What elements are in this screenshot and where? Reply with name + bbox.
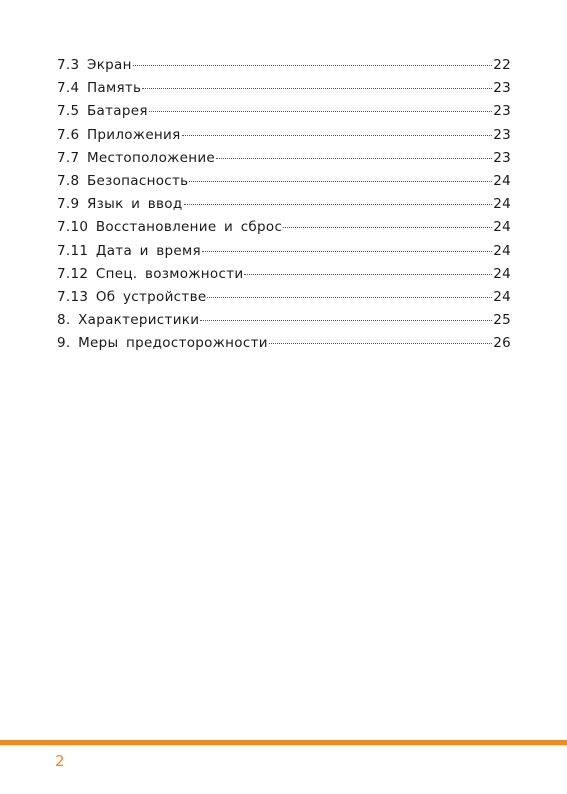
toc-entry-number: 7.10 <box>57 219 89 236</box>
toc-entry-number: 7.12 <box>57 265 89 282</box>
toc-leader-dots <box>207 297 492 298</box>
toc-leader-dots <box>133 65 493 66</box>
toc-entry-page: 24 <box>493 219 511 236</box>
toc-entry[interactable] <box>57 312 511 335</box>
toc-entry-title: Местоположение <box>86 149 216 166</box>
toc-leader-dots <box>182 135 493 136</box>
toc-entry-number: 7.6 <box>57 126 80 143</box>
toc-entry[interactable] <box>57 103 511 126</box>
footer-divider <box>0 740 567 745</box>
toc-entry-title: Характеристики <box>78 312 200 329</box>
toc-entry-title: Приложения <box>86 126 181 143</box>
toc-entry[interactable] <box>57 335 511 358</box>
toc-entry-title: Безопасность <box>86 172 189 189</box>
toc-entry-page: 24 <box>493 265 511 282</box>
toc-entry[interactable] <box>57 243 511 266</box>
toc-entry-number: 7.13 <box>57 288 89 305</box>
toc-entry-page: 23 <box>493 149 511 166</box>
toc-entry-number: 7.11 <box>57 242 89 259</box>
toc-entry[interactable] <box>57 173 511 196</box>
page-number: 2 <box>55 752 65 770</box>
toc-entry[interactable] <box>57 289 511 312</box>
toc-entry-number: 7.3 <box>57 57 80 73</box>
toc-entry-page: 22 <box>493 57 511 73</box>
toc-entry-page: 24 <box>493 172 511 189</box>
toc-entry-page: 23 <box>493 103 511 120</box>
toc-entry-title: Экран <box>86 57 132 73</box>
toc-entry-page: 24 <box>493 242 511 259</box>
toc-leader-dots <box>244 274 492 275</box>
toc-entry[interactable] <box>57 57 511 80</box>
toc-entry-page: 24 <box>493 288 511 305</box>
toc-entry-title: Меры предосторожности <box>78 335 268 352</box>
table-of-contents <box>57 57 511 358</box>
toc-entry-page: 26 <box>493 335 511 352</box>
toc-leader-dots <box>202 251 492 252</box>
toc-entry-page: 23 <box>493 80 511 97</box>
toc-leader-dots <box>142 88 492 89</box>
toc-entry-number: 7.8 <box>57 172 80 189</box>
toc-entry-title: Батарея <box>86 103 148 120</box>
toc-entry-number: 7.7 <box>57 149 80 166</box>
toc-entry[interactable] <box>57 80 511 103</box>
toc-entry[interactable] <box>57 150 511 173</box>
toc-leader-dots <box>149 111 492 112</box>
toc-leader-dots <box>184 204 493 205</box>
toc-leader-dots <box>283 227 492 228</box>
toc-entry-title: Восстановление и сброс <box>95 219 283 236</box>
toc-entry-number: 7.9 <box>57 196 80 213</box>
toc-entry[interactable] <box>57 219 511 242</box>
toc-entry-title: Дата и время <box>95 242 201 259</box>
toc-entry-number: 7.5 <box>57 103 80 120</box>
toc-entry-number: 9. <box>57 335 71 352</box>
toc-leader-dots <box>189 181 492 182</box>
toc-leader-dots <box>269 343 492 344</box>
toc-entry-title: Спец. возможности <box>95 265 244 282</box>
toc-entry-title: Память <box>86 80 142 97</box>
toc-entry[interactable] <box>57 127 511 150</box>
toc-entry-title: Об устройстве <box>95 288 207 305</box>
toc-entry[interactable] <box>57 196 511 219</box>
toc-entry[interactable] <box>57 266 511 289</box>
toc-entry-page: 25 <box>493 312 511 329</box>
toc-entry-title: Язык и ввод <box>86 196 183 213</box>
toc-leader-dots <box>216 158 492 159</box>
toc-leader-dots <box>200 320 492 321</box>
toc-entry-number: 7.4 <box>57 80 80 97</box>
toc-entry-page: 24 <box>493 196 511 213</box>
toc-entry-page: 23 <box>493 126 511 143</box>
toc-entry-number: 8. <box>57 312 71 329</box>
